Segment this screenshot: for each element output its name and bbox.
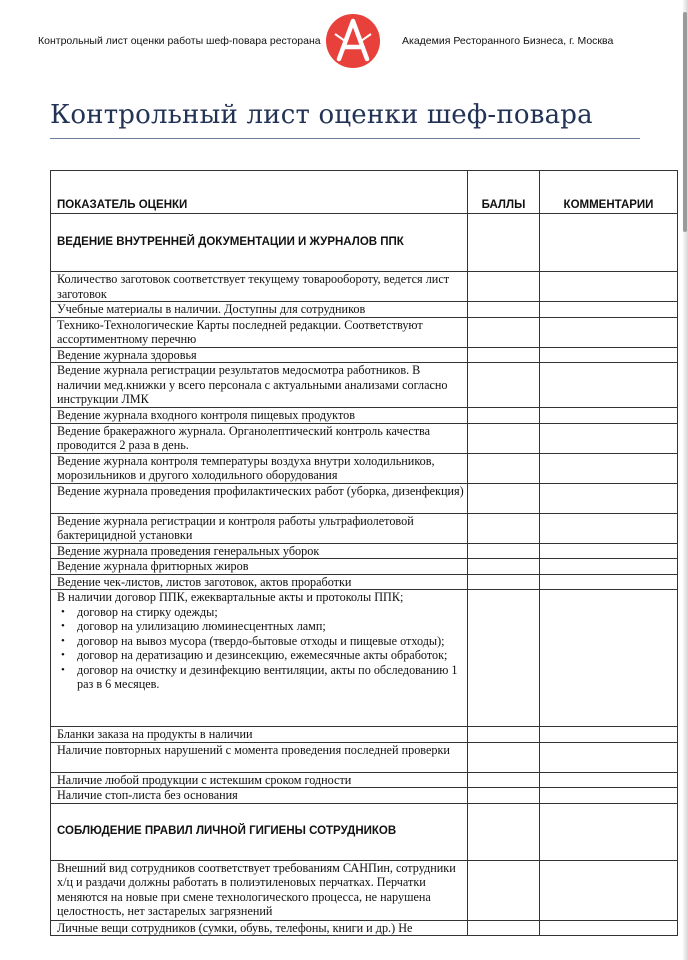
- table-row: [51, 453, 678, 483]
- academy-logo: [325, 10, 381, 76]
- score-cell[interactable]: [468, 772, 540, 788]
- score-cell[interactable]: [468, 423, 540, 453]
- score-cell[interactable]: [468, 920, 540, 936]
- table-row: [51, 772, 678, 788]
- comment-cell[interactable]: [540, 453, 678, 483]
- header-left-text: Контрольный лист оценки работы шеф-повара ресторана: [38, 35, 321, 47]
- indicator-cell: Наличие стоп-листа без основания: [51, 788, 468, 804]
- column-header-indicator: ПОКАЗАТЕЛЬ ОЦЕНКИ: [51, 171, 468, 214]
- checklist-table: [50, 170, 678, 936]
- title-underline: [50, 138, 640, 139]
- comment-cell[interactable]: [540, 408, 678, 424]
- comment-cell[interactable]: [540, 317, 678, 347]
- indicator-cell: Личные вещи сотрудников (сумки, обувь, телефоны, книги и др.) Не: [51, 920, 468, 936]
- score-cell[interactable]: [468, 453, 540, 483]
- indicator-cell: Ведение журнала фритюрных жиров: [51, 559, 468, 575]
- comment-cell[interactable]: [540, 590, 678, 727]
- list-item: • договор на стирку одежды;: [77, 605, 467, 620]
- indicator-cell: Ведение журнала регистрации и контроля работы ультрафиолетовой бактерицидной установки: [51, 513, 468, 543]
- comment-cell[interactable]: [540, 559, 678, 575]
- indicator-cell: Технико-Технологические Карты последней редакции. Соответствуют ассортиментному перечню: [51, 317, 468, 347]
- score-cell[interactable]: [468, 408, 540, 424]
- table-row: [51, 860, 678, 920]
- indicator-cell: Наличие повторных нарушений с момента проведения последней проверки: [51, 742, 468, 772]
- comment-cell[interactable]: [540, 483, 678, 513]
- indicator-cell: Ведение чек-листов, листов заготовок, актов проработки: [51, 574, 468, 590]
- section-row: [51, 803, 678, 860]
- table-row: [51, 272, 678, 302]
- header-right-text: Академия Ресторанного Бизнеса, г. Москва: [402, 35, 614, 47]
- comment-cell[interactable]: [540, 860, 678, 920]
- table-row: [51, 543, 678, 559]
- score-cell[interactable]: [468, 803, 540, 860]
- comment-cell[interactable]: [540, 727, 678, 743]
- score-cell[interactable]: [468, 302, 540, 318]
- score-cell[interactable]: [468, 727, 540, 743]
- table-row: [51, 302, 678, 318]
- table-row: [51, 483, 678, 513]
- comment-cell[interactable]: [540, 363, 678, 408]
- indicator-cell: Ведение журнала проведения генеральных уборок: [51, 543, 468, 559]
- list-item: • договор на улилизацию люминесцентных ламп;: [77, 619, 467, 634]
- indicator-cell: Ведение журнала проведения профилактических работ (уборка, дизенфекция): [51, 483, 468, 513]
- indicator-cell: Ведение журнала входного контроля пищевых продуктов: [51, 408, 468, 424]
- table-row-contracts: [51, 590, 678, 727]
- score-cell[interactable]: [468, 317, 540, 347]
- section-title: СОБЛЮДЕНИЕ ПРАВИЛ ЛИЧНОЙ ГИГИЕНЫ СОТРУДНИКОВ: [51, 803, 468, 860]
- scrollbar-thumb[interactable]: [683, 12, 687, 232]
- section-row: [51, 214, 678, 272]
- comment-cell[interactable]: [540, 772, 678, 788]
- indicator-cell: Ведение журнала здоровья: [51, 347, 468, 363]
- contracts-list: [57, 605, 467, 692]
- table-row: [51, 363, 678, 408]
- score-cell[interactable]: [468, 574, 540, 590]
- comment-cell[interactable]: [540, 742, 678, 772]
- indicator-cell: [51, 590, 468, 727]
- table-header-row: [51, 171, 678, 214]
- indicator-cell: Внешний вид сотрудников соответствует требованиям САНПин, сотрудники х/ц и раздачи должны работать в полиэтиленовых перчатках. Перчатки меняются на новые при смене технологического процесса, не нарушена целостность, нет застарелых загрязнений: [51, 860, 468, 920]
- page-title: Контрольный лист оценки шеф-повара: [50, 100, 593, 130]
- comment-cell[interactable]: [540, 302, 678, 318]
- score-cell[interactable]: [468, 788, 540, 804]
- table-row: [51, 559, 678, 575]
- table-row: [51, 513, 678, 543]
- score-cell[interactable]: [468, 214, 540, 272]
- comment-cell[interactable]: [540, 513, 678, 543]
- comment-cell[interactable]: [540, 574, 678, 590]
- list-item: • договор на вывоз мусора (твердо-бытовые отходы и пищевые отходы);: [77, 634, 467, 649]
- comment-cell[interactable]: [540, 347, 678, 363]
- comment-cell[interactable]: [540, 920, 678, 936]
- contracts-intro: В наличии договор ППК, ежеквартальные акты и протоколы ППК;: [57, 590, 404, 604]
- list-item: • договор на дератизацию и дезинсекцию, ежемесячные акты обработок;: [77, 648, 467, 663]
- score-cell[interactable]: [468, 590, 540, 727]
- comment-cell[interactable]: [540, 803, 678, 860]
- indicator-cell: Ведение бракеражного журнала. Органолептический контроль качества проводится 2 раза в день.: [51, 423, 468, 453]
- comment-cell[interactable]: [540, 788, 678, 804]
- table-row: [51, 727, 678, 743]
- score-cell[interactable]: [468, 363, 540, 408]
- score-cell[interactable]: [468, 483, 540, 513]
- score-cell[interactable]: [468, 272, 540, 302]
- column-header-comment: КОММЕНТАРИИ: [540, 171, 678, 214]
- score-cell[interactable]: [468, 543, 540, 559]
- table-row: [51, 423, 678, 453]
- section-title: ВЕДЕНИЕ ВНУТРЕННЕЙ ДОКУМЕНТАЦИИ И ЖУРНАЛОВ ППК: [51, 214, 468, 272]
- table-row: [51, 408, 678, 424]
- indicator-cell: Ведение журнала регистрации результатов медосмотра работников. В наличии мед.книжки у всего персонала с актуальными анализами согласно инструкции ЛМК: [51, 363, 468, 408]
- score-cell[interactable]: [468, 860, 540, 920]
- comment-cell[interactable]: [540, 272, 678, 302]
- table-row: [51, 574, 678, 590]
- table-row: [51, 347, 678, 363]
- comment-cell[interactable]: [540, 423, 678, 453]
- score-cell[interactable]: [468, 742, 540, 772]
- comment-cell[interactable]: [540, 214, 678, 272]
- table-row: [51, 788, 678, 804]
- table-row: [51, 920, 678, 936]
- indicator-cell: Наличие любой продукции с истекшим сроком годности: [51, 772, 468, 788]
- list-item: • договор на очистку и дезинфекцию вентиляции, акты по обследованию 1 раз в 6 месяцев.: [77, 663, 467, 692]
- indicator-cell: Учебные материалы в наличии. Доступны для сотрудников: [51, 302, 468, 318]
- score-cell[interactable]: [468, 513, 540, 543]
- indicator-cell: Количество заготовок соответствует текущему товарообороту, ведется лист заготовок: [51, 272, 468, 302]
- indicator-cell: Бланки заказа на продукты в наличии: [51, 727, 468, 743]
- comment-cell[interactable]: [540, 543, 678, 559]
- indicator-cell: Ведение журнала контроля температуры воздуха внутри холодильников, морозильников и другого холодильного оборудования: [51, 453, 468, 483]
- score-cell[interactable]: [468, 347, 540, 363]
- column-header-score: БАЛЛЫ: [468, 171, 540, 214]
- table-row: [51, 742, 678, 772]
- score-cell[interactable]: [468, 559, 540, 575]
- table-row: [51, 317, 678, 347]
